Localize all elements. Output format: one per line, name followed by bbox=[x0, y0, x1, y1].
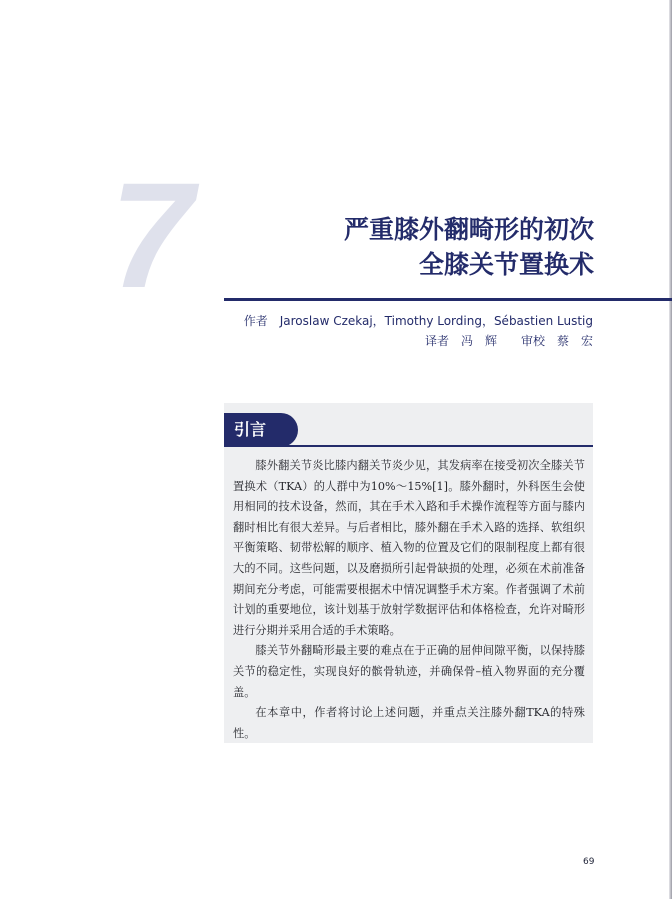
introduction-body bbox=[233, 456, 585, 744]
chapter-number: 7 bbox=[110, 151, 190, 319]
introduction-heading-tab bbox=[224, 413, 298, 447]
page-number: 69 bbox=[583, 857, 595, 867]
chapter-title-line-2: 全膝关节置换术 bbox=[418, 250, 594, 279]
chapter-title-line-1: 严重膝外翻畸形的初次 bbox=[343, 215, 594, 244]
authors-line: 作者 Jaroslaw Czekaj，Timothy Lording，Sébastien Lustig bbox=[243, 314, 593, 328]
introduction-paragraph: 膝外翻关节炎比膝内翻关节炎少见，其发病率在接受初次全膝关节置换术（TKA）的人群中为10%～15%[1]。膝外翻时，外科医生会使用相同的技术设备，然而，其在手术入路和手术操作流程等方面与膝内翻时相比有很大差异。与后者相比，膝外翻在手术入路的选择、软组织平衡策略、韧带松解的顺序、植入物的位置及它们的限制程度上都有很大的不同。这些问题，以及磨损所引起骨缺损的处理，必须在术前准备期间充分考虑，可能需要根据术中情况调整手术方案。作者强调了术前计划的重要地位，该计划基于放射学数据评估和体格检查，允许对畸形进行分期并采用合适的手术策略。 bbox=[233, 459, 585, 637]
title-divider bbox=[224, 298, 672, 301]
introduction-divider bbox=[224, 445, 593, 447]
introduction-box bbox=[224, 403, 593, 743]
introduction-heading: 引言 bbox=[234, 420, 267, 439]
translators-line: 译者 冯 辉 审校 蔡 宏 bbox=[424, 334, 593, 348]
introduction-paragraph: 膝关节外翻畸形最主要的难点在于正确的屈伸间隙平衡，以保持膝关节的稳定性，实现良好的髌骨轨迹，并确保骨–植入物界面的充分覆盖。 bbox=[233, 644, 585, 699]
introduction-paragraph: 在本章中，作者将讨论上述问题，并重点关注膝外翻TKA的特殊性。 bbox=[233, 706, 585, 740]
chapter-title bbox=[344, 212, 594, 282]
